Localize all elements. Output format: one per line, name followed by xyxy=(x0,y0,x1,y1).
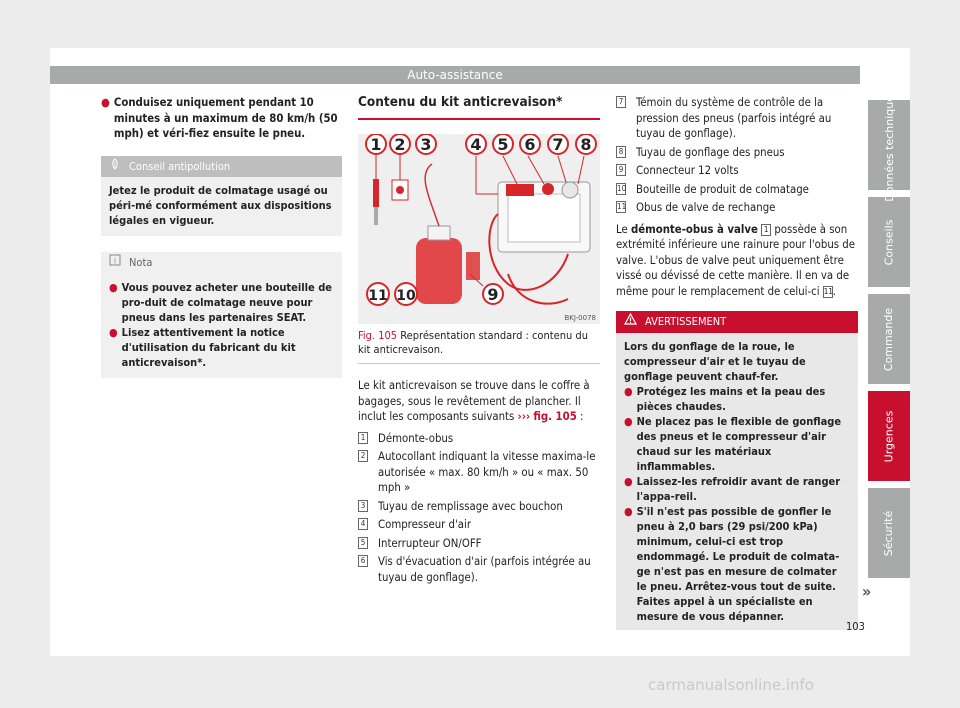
kit-illustration xyxy=(358,134,600,324)
bullet-dot-icon: ● xyxy=(624,385,633,398)
figure-label: 10 xyxy=(396,288,416,304)
tab-securite[interactable]: Sécurité xyxy=(868,488,910,578)
bullet-dot-icon: ● xyxy=(109,325,118,339)
tab-urgences[interactable]: Urgences xyxy=(868,391,910,481)
figure-label: 6 xyxy=(524,135,536,154)
info-icon xyxy=(109,252,121,273)
component-list xyxy=(358,431,600,586)
warning-item: ● S'il n'est pas possible de gonfler le pneu à 2,0 bars (29 psi/200 kPa) minimum, celui-ci est trop endommagé. Le produit de colmata-ge n'est pas en mesure de colmater le pneu. Arrêtez-vous tout de suite. Faites appel à un spécialiste en mesure de vous dépanner. xyxy=(624,505,840,623)
component-item: 1 Démonte-obus xyxy=(358,431,600,447)
figure-label: 5 xyxy=(497,135,509,154)
tab-commande[interactable]: Commande xyxy=(868,294,910,384)
component-item: 8 Tuyau de gonflage des pneus xyxy=(616,145,858,161)
environment-box-text: Jetez le produit de colmatage usagé ou péri-mé conformément aux dispositions légales en vigueur. xyxy=(109,183,332,227)
warning-title: AVERTISSEMENT xyxy=(645,315,727,328)
warning-box xyxy=(616,311,858,630)
warning-body xyxy=(616,333,858,630)
warning-header xyxy=(616,311,858,333)
page-number: 103 xyxy=(846,620,865,633)
component-item: 4 Compresseur d'air xyxy=(358,517,600,533)
continue-mark: » xyxy=(862,582,872,601)
note-item: ● Vous pouvez acheter une bouteille de pro-duit de colmatage neuve pour pneus dans les partenaires SEAT. xyxy=(109,280,332,324)
leaf-icon xyxy=(109,156,121,177)
component-item: 10 Bouteille de produit de colmatage xyxy=(617,182,809,196)
intro-paragraph: Le kit anticrevaison se trouve dans le coffre à bagages, sous le revêtement de plancher. Il inclut les composants suivants ››› fig. 105 : xyxy=(358,379,590,423)
watermark: carmanualsonline.info xyxy=(648,676,814,694)
speed-bullet: ● Conduisez uniquement pendant 10 minutes à un maximum de 80 km/h (50 mph) et véri-fiez ensuite le pneu. xyxy=(101,96,338,140)
figure-label: 11 xyxy=(368,288,388,304)
warning-triangle-icon xyxy=(624,311,637,333)
figure-label: 7 xyxy=(552,135,564,154)
component-item: 3 Tuyau de remplissage avec bouchon xyxy=(358,499,600,515)
bullet-dot-icon: ● xyxy=(624,415,633,428)
note-box-title: Nota xyxy=(129,256,153,269)
note-box xyxy=(101,252,342,378)
warning-item: ● Protégez les mains et la peau des pièces chaudes. xyxy=(624,385,826,413)
valve-paragraph: Le démonte-obus à valve 1 possède à son extrémité inférieure une rainure pour l'obus de valve. L'obus de valve peut uniquement être vissé ou dévissé de cette manière. Il en va de même pour le remplacement de celui-ci 11. xyxy=(616,222,855,298)
figure-label: 3 xyxy=(420,135,432,154)
svg-text:i: i xyxy=(113,256,117,266)
figure-code: BKJ-0078 xyxy=(564,314,596,322)
component-item: 5 Interrupteur ON/OFF xyxy=(358,536,600,552)
component-item: 2 Autocollant indiquant la vitesse maxima-le autorisée « max. 80 km/h » ou « max. 50 mph » xyxy=(358,449,600,496)
middle-column xyxy=(358,95,600,585)
bullet-dot-icon: ● xyxy=(624,475,633,488)
page-header: Auto-assistance xyxy=(50,66,860,84)
note-box-body xyxy=(101,274,342,378)
component-item: 7 Témoin du système de contrôle de la pression des pneus (parfois intégré au tuyau de gonflage). xyxy=(616,95,858,142)
figure-link[interactable]: fig. 105 xyxy=(533,410,577,423)
figure-label: 2 xyxy=(394,135,406,154)
chapter-tabs xyxy=(868,88,910,585)
warning-item: ● Laissez-les refroidir avant de ranger l'appa-reil. xyxy=(624,475,841,503)
bullet-dot-icon: ● xyxy=(624,505,633,518)
environment-box xyxy=(101,156,342,236)
figure-label: 4 xyxy=(470,135,482,154)
figure-caption: Fig. 105 Représentation standard : contenu du kit anticrevaison. xyxy=(358,329,588,356)
component-list-continued xyxy=(616,95,858,216)
figure-label: 1 xyxy=(370,135,382,154)
tab-conseils[interactable]: Conseils xyxy=(868,197,910,287)
note-item: ● Lisez attentivement la notice d'utilisation du fabricant du kit anticrevaison*. xyxy=(109,325,296,369)
environment-box-title: Conseil antipollution xyxy=(129,159,231,173)
figure-label: 9 xyxy=(487,285,499,304)
note-box-header xyxy=(101,252,342,274)
left-column xyxy=(101,95,342,378)
bullet-dot-icon: ● xyxy=(101,96,110,109)
component-item: 9 Connecteur 12 volts xyxy=(616,163,858,179)
tab-donnees-techniques[interactable]: Données techniques xyxy=(868,100,910,190)
warning-lead: Lors du gonflage de la roue, le compresseur d'air et le tuyau de gonflage peuvent chauf-fer. xyxy=(624,340,806,383)
bullet-dot-icon: ● xyxy=(109,280,118,294)
figure-label: 8 xyxy=(580,135,592,154)
figure-105 xyxy=(358,134,600,364)
component-item: 11 Obus de valve de rechange xyxy=(617,201,776,214)
environment-box-header xyxy=(101,156,342,177)
warning-item: ● Ne placez pas le flexible de gonflage des pneus et le compresseur d'air chaud sur les matériaux inflammables. xyxy=(624,415,842,473)
footer-band xyxy=(0,656,960,708)
right-column xyxy=(616,95,858,630)
section-title: Contenu du kit anticrevaison* xyxy=(358,95,600,120)
component-item: 6 Vis d'évacuation d'air (parfois intégrée au tuyau de gonflage). xyxy=(358,554,600,585)
